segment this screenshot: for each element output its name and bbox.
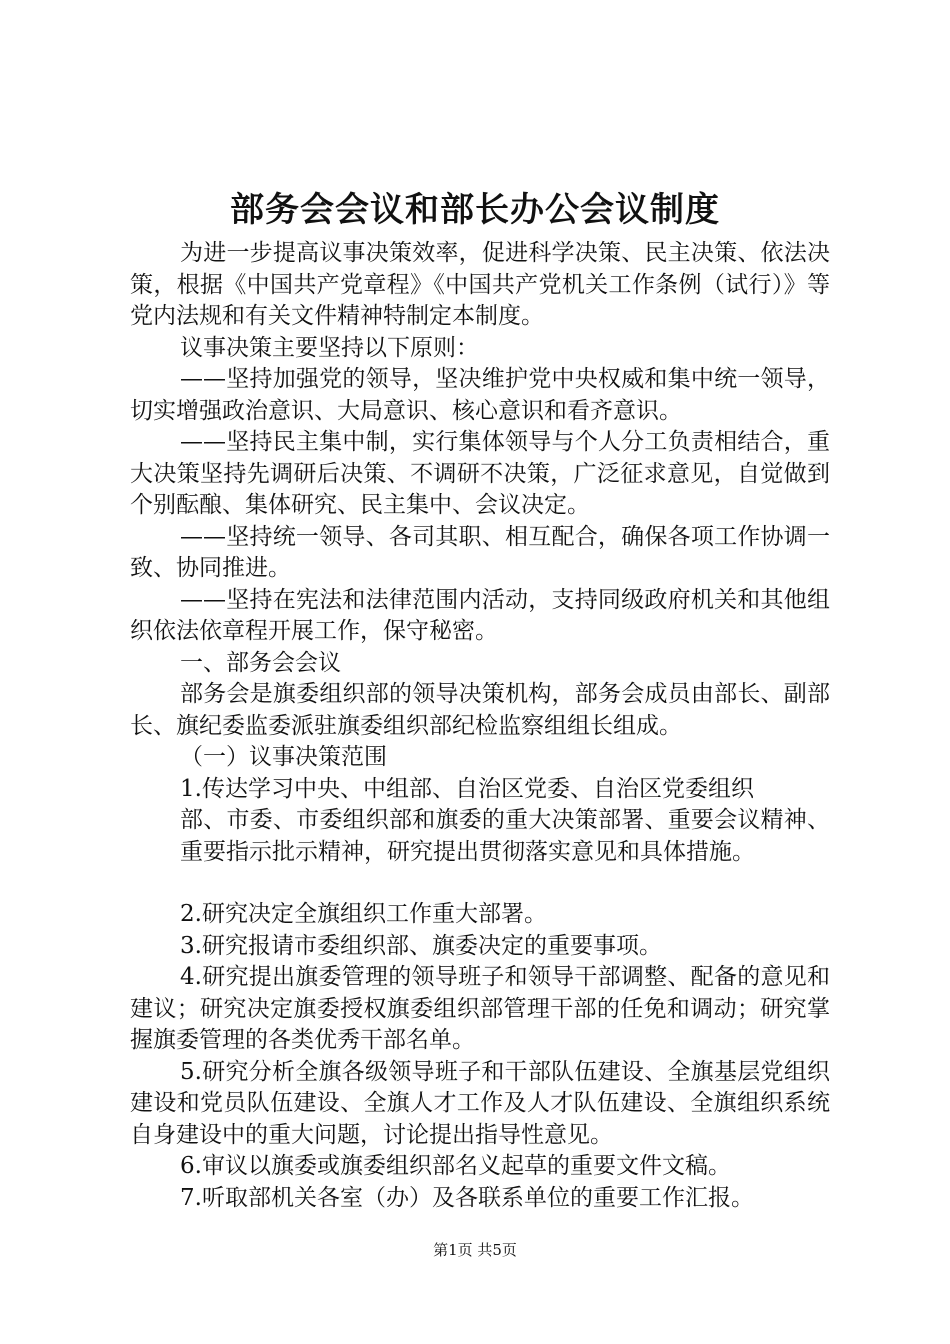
- list-item-7: 7.听取部机关各室（办）及各联系单位的重要工作汇报。: [180, 1184, 754, 1211]
- paragraph-principle-3: ——坚持统一领导、各司其职、相互配合，确保各项工作协调一致、协同推进。: [130, 523, 830, 581]
- list-item-1-first-line: 1.传达学习中央、中组部、自治区党委、自治区党委组织: [180, 775, 754, 802]
- paragraph-principles-heading: 议事决策主要坚持以下原则：: [180, 334, 479, 361]
- document-body: [130, 238, 830, 1214]
- page-number: 第1页 共5页: [433, 1241, 517, 1259]
- paragraph-principle-4: ——坚持在宪法和法律范围内活动，支持同级政府机关和其他组织依法依章程开展工作，保守秘密。: [130, 586, 830, 644]
- paragraph-principle-2: ——坚持民主集中制，实行集体领导与个人分工负责相结合，重大决策坚持先调研后决策、不调研不决策，广泛征求意见，自觉做到个别酝酿、集体研究、民主集中、会议决定。: [130, 429, 830, 518]
- section-heading-1: 一、部务会会议: [180, 649, 341, 676]
- list-item-3: 3.研究报请市委组织部、旗委决定的重要事项。: [180, 932, 662, 959]
- list-item-1-continued: 部、市委、市委组织部和旗委的重大决策部署、重要会议精神、重要指示批示精神，研究提出贯彻落实意见和具体措施。: [180, 807, 830, 865]
- subsection-heading-1: （一）议事决策范围: [180, 744, 387, 770]
- paragraph-principle-1: ——坚持加强党的领导，坚决维护党中央权威和集中统一领导，切实增强政治意识、大局意识、核心意识和看齐意识。: [130, 366, 830, 424]
- paragraph-section-1-intro: 部务会是旗委组织部的领导决策机构，部务会成员由部长、副部长、旗纪委监委派驻旗委组织部纪检监察组组长组成。: [130, 681, 830, 739]
- list-item-2: 2.研究决定全旗组织工作重大部署。: [180, 901, 547, 927]
- document-title: 部务会会议和部长办公会议制度: [230, 190, 720, 230]
- paragraph-intro: 为进一步提高议事决策效率，促进科学决策、民主决策、依法决策，根据《中国共产党章程》《中国共产党机关工作条例（试行）》等党内法规和有关文件精神特制定本制度。: [130, 240, 830, 329]
- list-item-5: 5.研究分析全旗各级领导班子和干部队伍建设、全旗基层党组织建设和党员队伍建设、全旗人才工作及人才队伍建设、全旗组织系统自身建设中的重大问题，讨论提出指导性意见。: [130, 1058, 830, 1148]
- list-item-4: 4.研究提出旗委管理的领导班子和领导干部调整、配备的意见和建议；研究决定旗委授权旗委组织部管理干部的任免和调动；研究掌握旗委管理的各类优秀干部名单。: [130, 964, 830, 1053]
- list-item-6: 6.审议以旗委或旗委组织部名义起草的重要文件文稿。: [180, 1153, 731, 1179]
